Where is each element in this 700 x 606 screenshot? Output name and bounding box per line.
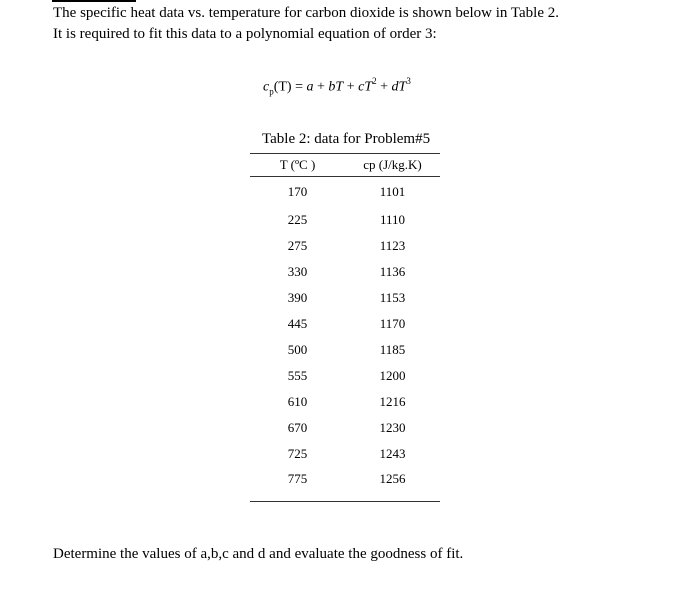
eq-exp-3: 3 — [406, 76, 411, 86]
eq-lhs-arg: (T) — [273, 79, 292, 95]
table-row — [250, 233, 440, 259]
table-row — [250, 259, 440, 285]
cell-temperature: 170 — [287, 184, 308, 199]
cell-specific-heat: 1185 — [379, 342, 406, 357]
data-table — [250, 153, 440, 502]
table-header-row — [250, 154, 440, 177]
cell-temperature: 775 — [287, 471, 308, 486]
intro-paragraph — [53, 3, 559, 45]
cell-specific-heat: 1230 — [379, 420, 406, 435]
header-specific-heat: cp (J/kg.K) — [363, 157, 422, 172]
cell-specific-heat: 1110 — [379, 212, 406, 227]
table-row — [250, 311, 440, 337]
cell-temperature: 445 — [287, 316, 308, 331]
eq-lhs-symbol: c — [263, 79, 270, 95]
task-instruction: Determine the values of a,b,c and d and evaluate the goodness of fit. — [53, 546, 464, 562]
table-caption: Table 2: data for Problem#5 — [262, 131, 431, 147]
header-temperature: T (ºC ) — [279, 157, 316, 172]
table-row — [250, 467, 440, 502]
cell-temperature: 225 — [287, 212, 308, 227]
table-row — [250, 285, 440, 311]
cell-specific-heat: 1256 — [379, 471, 406, 486]
eq-term-b: bT — [328, 79, 344, 95]
table-row — [250, 441, 440, 467]
intro-line-2: It is required to fit this data to a polynomial equation of order 3: — [53, 26, 437, 42]
cell-specific-heat: 1153 — [379, 290, 406, 305]
eq-equals: = — [291, 79, 307, 95]
table-row — [250, 177, 440, 208]
eq-term-a: a — [306, 79, 314, 95]
eq-lhs-sub: p — [269, 86, 274, 97]
cell-temperature: 275 — [287, 238, 308, 253]
eq-term-c: cT — [358, 79, 373, 95]
table-row — [250, 363, 440, 389]
cell-temperature: 555 — [287, 368, 308, 383]
table-row — [250, 415, 440, 441]
table-row — [250, 207, 440, 233]
cell-specific-heat: 1123 — [379, 238, 406, 253]
table-row — [250, 389, 440, 415]
cell-temperature: 610 — [287, 394, 308, 409]
intro-line-1: The specific heat data vs. temperature for carbon dioxide is shown below in Table 2. — [53, 5, 560, 21]
cell-temperature: 670 — [287, 420, 308, 435]
cell-specific-heat: 1136 — [379, 264, 406, 279]
eq-plus-1: + — [313, 79, 329, 95]
cell-specific-heat: 1170 — [379, 316, 406, 331]
table-row — [250, 337, 440, 363]
cell-specific-heat: 1216 — [379, 394, 406, 409]
cell-specific-heat: 1101 — [379, 184, 406, 199]
polynomial-equation — [263, 77, 411, 96]
eq-plus-3: + — [376, 79, 392, 95]
cell-specific-heat: 1200 — [379, 368, 406, 383]
top-rule — [52, 0, 136, 2]
cell-temperature: 330 — [287, 264, 308, 279]
cell-temperature: 390 — [287, 290, 308, 305]
cell-temperature: 500 — [287, 342, 308, 357]
eq-plus-2: + — [343, 79, 359, 95]
eq-exp-2: 2 — [372, 76, 377, 86]
eq-term-d: dT — [391, 79, 407, 95]
cell-specific-heat: 1243 — [379, 446, 406, 461]
cell-temperature: 725 — [287, 446, 308, 461]
